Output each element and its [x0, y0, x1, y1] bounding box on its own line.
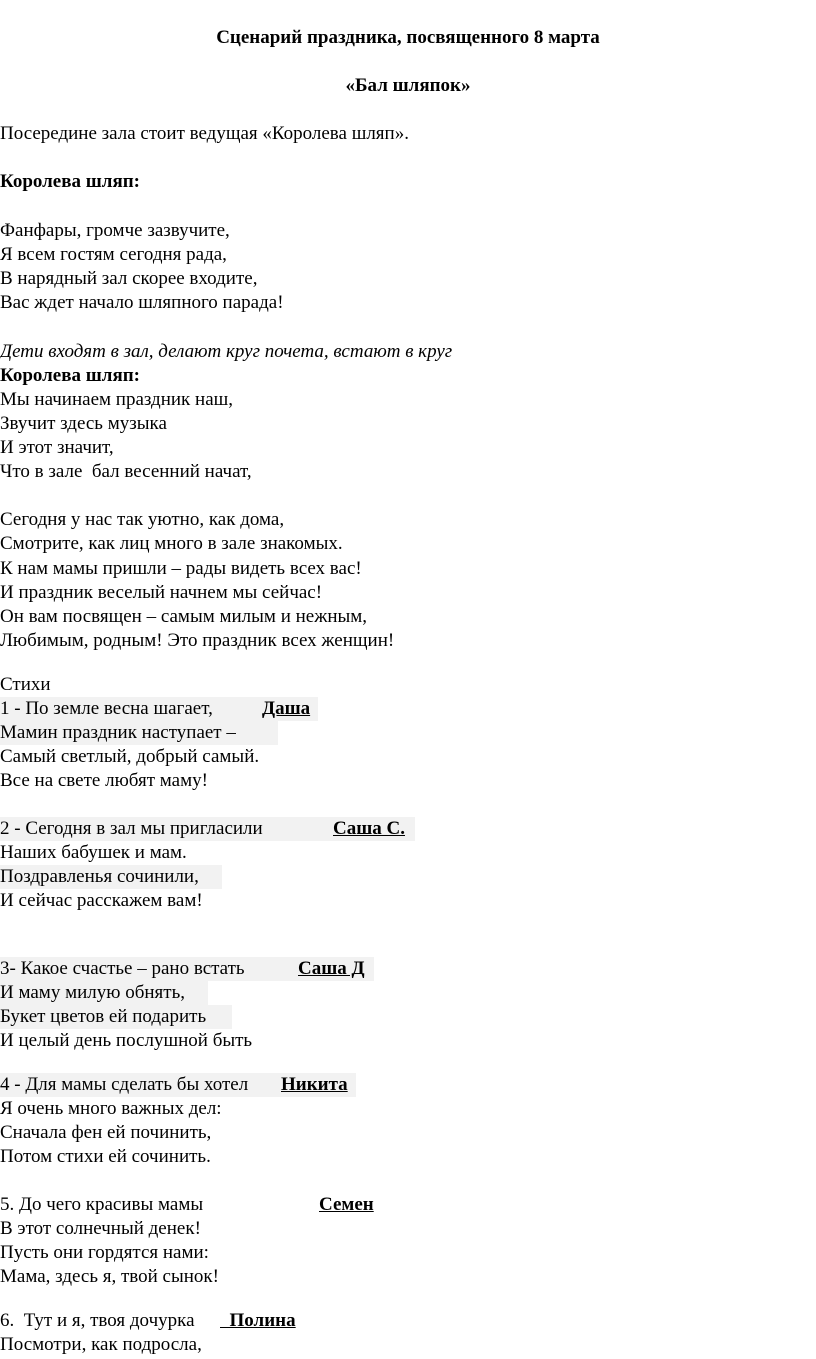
verse-line: Он вам посвящен – самым милым и нежным, — [0, 606, 368, 627]
poem-line: Наших бабушек и мам. — [0, 842, 187, 863]
poem-line: Самый светлый, добрый самый. — [0, 746, 260, 767]
speaker-label: Королева шляп: — [0, 171, 141, 192]
page-subtitle: «Бал шляпок» — [345, 75, 471, 96]
poem-line: Поздравленья сочинили, — [0, 866, 199, 887]
reader-name: Никита — [281, 1074, 348, 1095]
poem-line: Сначала фен ей починить, — [0, 1122, 212, 1143]
verse-line: Сегодня у нас так уютно, как дома, — [0, 509, 285, 530]
poem-line: И сейчас расскажем вам! — [0, 890, 203, 911]
poem-line: Мама, здесь я, твой сынок! — [0, 1266, 219, 1287]
poem-line: Мамин праздник наступает – — [0, 722, 236, 743]
poem-line: В этот солнечный денек! — [0, 1218, 201, 1239]
poem-line: 3- Какое счастье – рано встать — [0, 958, 245, 979]
reader-name: Даша — [262, 698, 311, 719]
verse-line: И этот значит, — [0, 437, 114, 458]
intro-text: Посередине зала стоит ведущая «Королева шляп». — [0, 123, 409, 144]
poem-line: Букет цветов ей подарить — [0, 1006, 207, 1027]
verse-line: Смотрите, как лиц много в зале знакомых. — [0, 533, 343, 554]
verse-line: Звучит здесь музыка — [0, 413, 167, 434]
poem-line: 2 - Сегодня в зал мы пригласили — [0, 818, 263, 839]
reader-name-text: Полина — [229, 1310, 296, 1331]
verse-line: Что в зале бал весенний начат, — [0, 461, 252, 482]
verse-line: К нам мамы пришли – рады видеть всех вас! — [0, 558, 362, 579]
reader-name: Саша Д — [298, 958, 365, 979]
poem-line: 6. Тут и я, твоя дочурка — [0, 1310, 195, 1331]
reader-name: Семен — [319, 1194, 374, 1215]
poems-heading: Стихи — [0, 674, 51, 695]
poem-line: Потом стихи ей сочинить. — [0, 1146, 211, 1167]
verse-line: Я всем гостям сегодня рада, — [0, 244, 227, 265]
verse-line: Фанфары, громче зазвучите, — [0, 220, 230, 241]
poem-line: Пусть они гордятся нами: — [0, 1242, 209, 1263]
reader-name: Саша С. — [333, 818, 405, 839]
verse-line: Любимым, родным! Это праздник всех женщин! — [0, 630, 395, 651]
poem-line: Все на свете любят маму! — [0, 770, 208, 791]
poem-line: И целый день послушной быть — [0, 1030, 253, 1051]
verse-line: Вас ждет начало шляпного парада! — [0, 292, 284, 313]
stage-direction: Дети входят в зал, делают круг почета, встают в круг — [0, 341, 453, 362]
verse-line: И праздник веселый начнем мы сейчас! — [0, 582, 323, 603]
verse-line: Мы начинаем праздник наш, — [0, 389, 234, 410]
verse-line: В нарядный зал скорее входите, — [0, 268, 258, 289]
speaker-label: Королева шляп: — [0, 365, 141, 386]
poem-line: Посмотри, как подросла, — [0, 1334, 202, 1355]
poem-line: 1 - По земле весна шагает, — [0, 698, 213, 719]
page-title: Сценарий праздника, посвященного 8 марта — [216, 27, 600, 48]
poem-line: 4 - Для мамы сделать бы хотел — [0, 1074, 249, 1095]
poem-line: И маму милую обнять, — [0, 982, 185, 1003]
poem-line: Я очень много важных дел: — [0, 1098, 222, 1119]
poem-line: 5. До чего красивы мамы — [0, 1194, 204, 1215]
reader-name — [220, 1309, 296, 1333]
